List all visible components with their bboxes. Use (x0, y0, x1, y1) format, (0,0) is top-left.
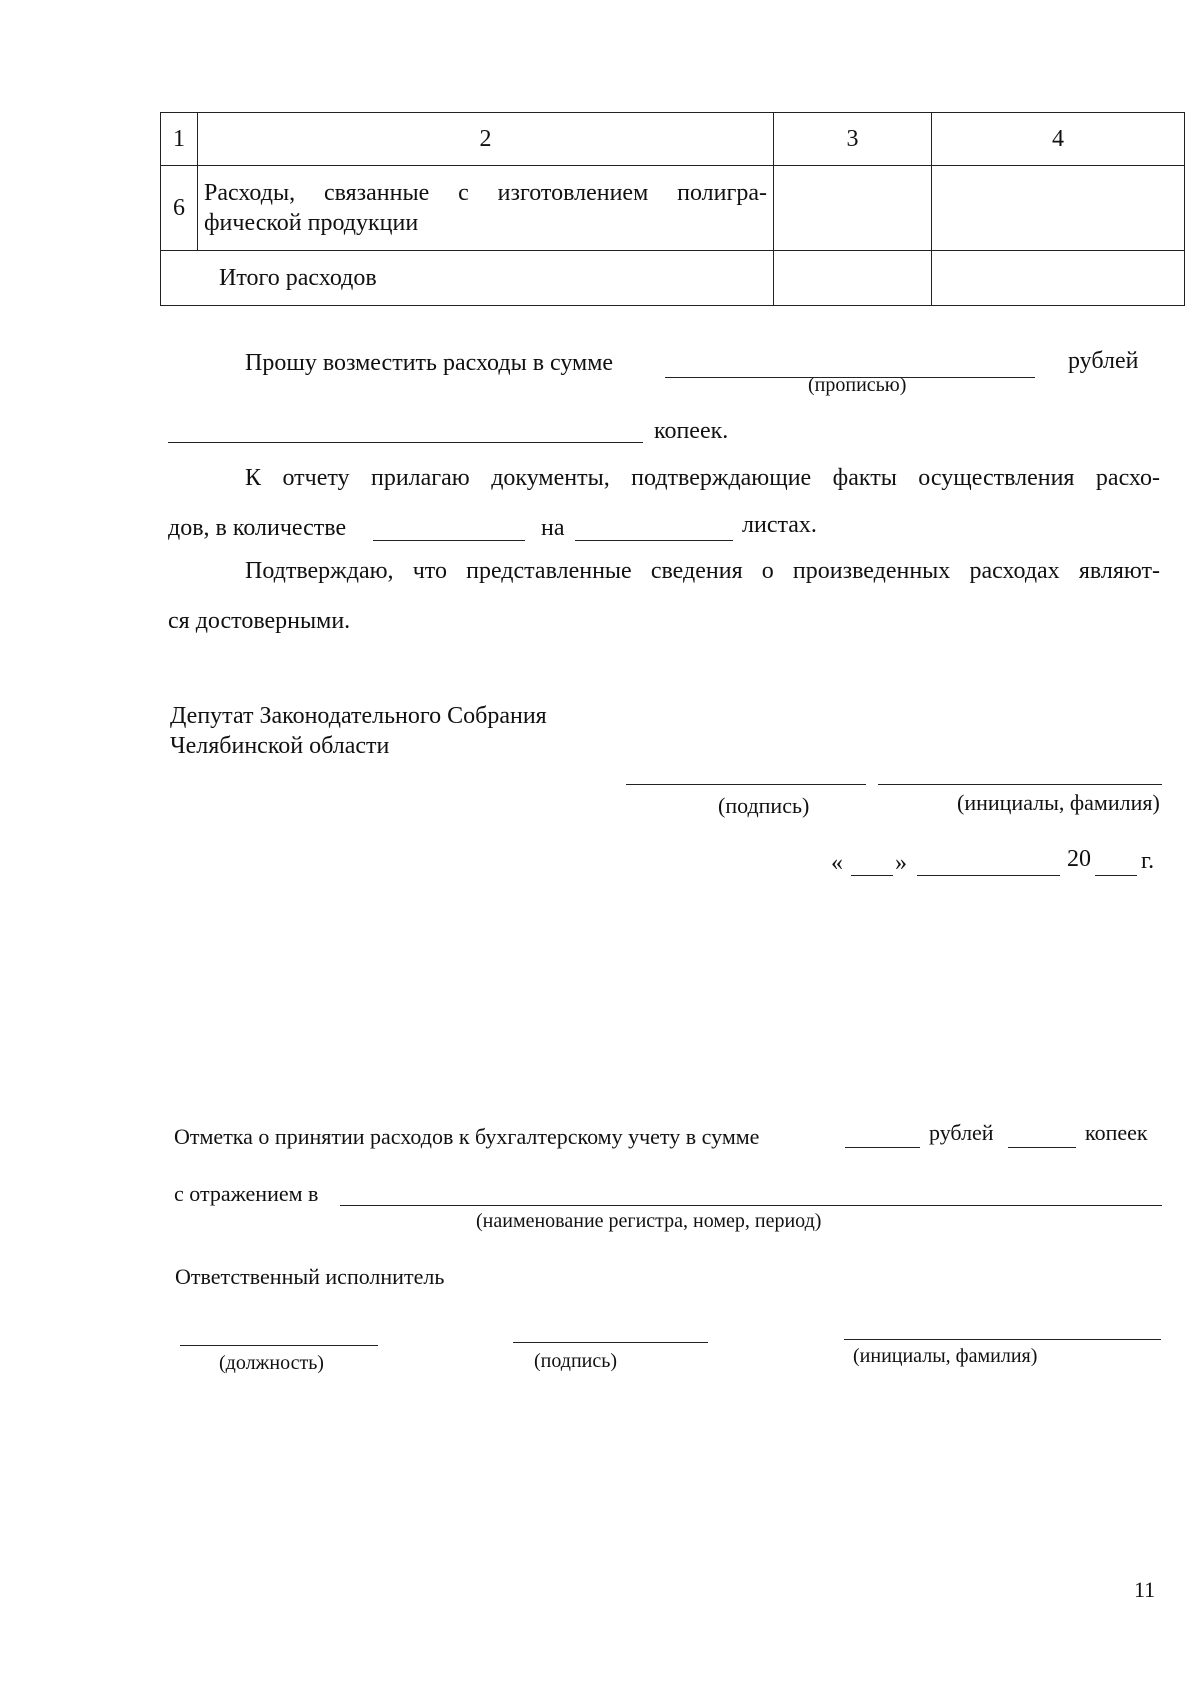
date-close-quote: » (895, 850, 907, 876)
signer-title-line2: Челябинской области (170, 733, 390, 759)
confirmation-line2: ся достоверными. (168, 608, 351, 634)
date-open-quote: « (831, 850, 843, 876)
attachments-sheets-label: листах. (742, 512, 817, 538)
responsible-name-line[interactable] (844, 1339, 1161, 1340)
signer-signature-line[interactable] (626, 784, 866, 785)
request-text: Прошу возместить расходы в сумме (245, 350, 614, 376)
signer-signature-hint: (подпись) (718, 793, 810, 818)
confirmation-line1: Подтверждаю, что представленные сведения о произведенных расходах являют- (245, 558, 1160, 584)
attachments-count-label: дов, в количестве (168, 515, 347, 541)
sheets-count-line[interactable] (575, 540, 733, 541)
register-hint: (наименование регистра, номер, период) (476, 1210, 822, 1232)
kopecks-line[interactable] (168, 442, 643, 443)
responsible-name-hint: (инициалы, фамилия) (853, 1345, 1038, 1367)
accounting-rubles-line[interactable] (845, 1147, 920, 1148)
accounting-kopecks-line[interactable] (1008, 1147, 1076, 1148)
accounting-kopecks-label: копеек (1085, 1120, 1148, 1145)
row-number: 6 (161, 166, 198, 251)
table-header-cell: 4 (932, 113, 1185, 166)
date-year-prefix: 20 (1067, 846, 1091, 872)
attachments-line1: К отчету прилагаю документы, подтверждающие факты осуществления расхо- (245, 465, 1160, 491)
total-label: Итого расходов (161, 251, 774, 306)
accounting-text: Отметка о принятии расходов к бухгалтерскому учету в сумме (174, 1124, 760, 1149)
total-col3[interactable] (774, 251, 932, 306)
date-month-line[interactable] (917, 875, 1060, 876)
table-row (161, 166, 1185, 251)
signer-title-line1: Депутат Законодательного Собрания (170, 703, 547, 729)
row-name-line2: фической продукции (204, 210, 419, 236)
responsible-signature-hint: (подпись) (534, 1350, 618, 1372)
kopecks-label: копеек. (654, 418, 729, 444)
responsible-label: Ответственный исполнитель (175, 1264, 445, 1289)
row-col3[interactable] (774, 166, 932, 251)
amount-words-hint: (прописью) (808, 374, 907, 396)
row-col4[interactable] (932, 166, 1185, 251)
row-name-line1: Расходы, связанные с изготовлением полигра- (204, 180, 767, 206)
register-line[interactable] (340, 1205, 1162, 1206)
table-header-cell: 2 (198, 113, 774, 166)
responsible-signature-line[interactable] (513, 1342, 708, 1343)
rubles-label: рублей (1068, 348, 1139, 374)
table-header-row (161, 113, 1185, 166)
signer-name-hint: (инициалы, фамилия) (957, 790, 1160, 815)
total-col4[interactable] (932, 251, 1185, 306)
accounting-reflection-label: с отражением в (174, 1181, 319, 1206)
table-header-cell: 3 (774, 113, 932, 166)
position-line[interactable] (180, 1345, 378, 1346)
documents-count-line[interactable] (373, 540, 525, 541)
attachments-on-label: на (541, 515, 565, 541)
expenses-table (160, 112, 1185, 306)
table-total-row (161, 251, 1185, 306)
position-hint: (должность) (219, 1352, 324, 1374)
page-number: 11 (1134, 1577, 1156, 1602)
date-year-suffix: г. (1141, 848, 1155, 874)
date-year-line[interactable] (1095, 875, 1137, 876)
date-day-line[interactable] (851, 875, 893, 876)
signer-name-line[interactable] (878, 784, 1162, 785)
table-header-cell: 1 (161, 113, 198, 166)
accounting-rubles-label: рублей (929, 1120, 994, 1145)
row-name (198, 166, 774, 251)
